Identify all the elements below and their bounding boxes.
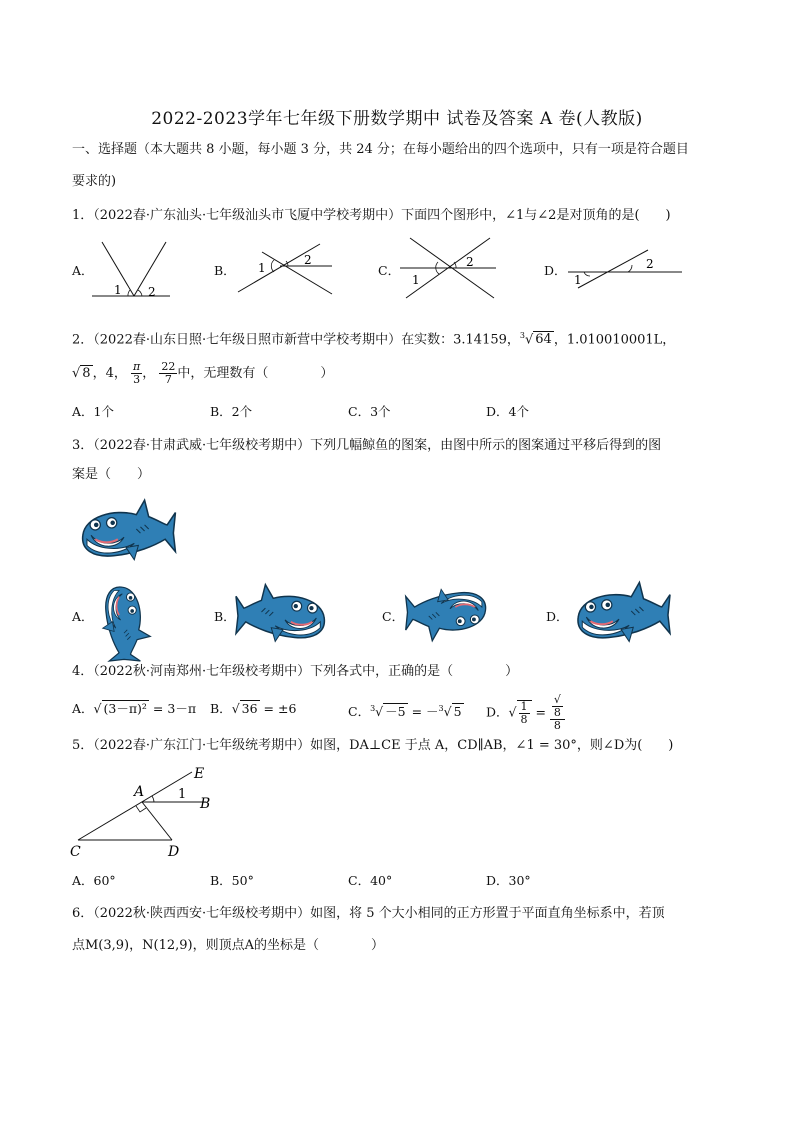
shark-option-d-image [568,576,670,648]
q4-c-rhs-radicand: 5 [453,704,462,720]
q4-b-radicand: 36 [241,701,258,716]
q3-option-c: C． [382,609,405,624]
q4-option-b: B．√ 36 = ±6 [210,701,297,716]
q1-c-angle1: 1 [412,273,420,287]
q4-d-frac [517,700,532,726]
q2-tail: 中，无理数有（ ） [177,366,334,381]
q1-c-angle2: 2 [466,255,474,269]
q5-label-c: C [70,844,81,860]
q2-option-c: C．3个 [348,404,391,419]
q1-figure-b [236,240,336,300]
q2-four: ，4， [92,366,127,381]
q4-option-a: A．√ (3－π)² = 3－π [72,701,197,716]
q1-figure-c [398,236,498,302]
q2-stem-tail: ，1.010010001L， [553,332,676,348]
q4-a-rhs: = 3－π [152,701,197,716]
q3-option-a: A． [72,609,94,624]
q4-d-rhs-den: 8 [553,719,561,732]
q5-stem: 5．（2022春·广东江门·七年级统考期中）如图，DA⊥CE 于点 A，CD∥AB，∠1 = 30°，则∠D为( ) [72,738,674,753]
q5-option-a: A．60° [72,873,116,888]
q3-stem: 3．（2022春·甘肃武威·七年级校考期中）下列几幅鲸鱼的图案，由图中所示的图案通过平移后得到的图 [72,438,662,453]
q4-option-c: C．$^3$√ －5 = －$^3$√ 5 [348,704,462,720]
q2-option-d: D．4个 [486,404,529,419]
q2-pi: π [133,360,141,373]
shark-reference-image [72,494,176,566]
q1-d-angle1: 1 [574,273,582,287]
q1-b-angle2: 2 [304,253,312,267]
q4-b-rhs: = ±6 [263,701,297,716]
q5-option-b: B．50° [210,873,254,888]
q5-label-d: D [168,844,180,860]
q4-stem: 4．（2022秋·河南郑州·七年级校考期中）下列各式中，正确的是（ ） [72,664,519,679]
shark-option-c-image [404,584,496,646]
q4-b-label: B． [210,701,232,716]
q2-option-a: A．1个 [72,404,114,419]
q4-d-rhs-num: 8 [553,706,561,719]
q4-d-label: D． [486,704,509,720]
page-title: 2022-2023学年七年级下册数学期中 试卷及答案 A 卷(人教版) [151,109,643,129]
q2-option-b: B．2个 [210,404,253,419]
q2-den7: 7 [164,373,172,386]
q2-sqrt8: 8 [82,366,91,381]
q1-option-b: B． [214,263,236,278]
shark-option-b-image [236,578,334,648]
shark-option-a-image [92,574,174,666]
q1-b-angle1: 1 [258,261,266,275]
q4-d-den: 8 [520,713,528,726]
q4-c-label: C． [348,704,371,720]
q2-root-index: 3 [519,331,525,340]
q6-stem: 6．（2022秋·陕西西安·七年级校考期中）如图，将 5 个大小相同的正方形置于平面直角坐标系中，若顶 [72,906,665,921]
q1-stem: 1．（2022春·广东汕头·七年级汕头市飞厦中学校考期中）下面四个图形中，∠1与∠2是对顶角的是( ) [72,208,671,223]
q5-option-d: D．30° [486,873,531,888]
q5-label-e: E [194,766,205,782]
q5-label-a: A [134,784,145,800]
q1-figure-a [92,240,172,302]
q3-option-d: D． [546,609,569,624]
q4-c-rhs: = － [411,704,439,720]
q1-option-d: D． [544,263,567,278]
q2-three: 3 [133,373,141,386]
q4-a-label: A． [72,701,94,716]
q2-cube-root-64: 64 [535,332,552,348]
q4-c-radicand: －5 [385,704,406,720]
q4-d-num: 1 [520,700,528,713]
q2-22-over-7 [159,361,177,386]
q3-stem-cont: 案是（ ） [72,467,151,482]
q1-option-c: C． [378,263,401,278]
q3-option-b: B． [214,609,236,624]
q2-pi-over-3 [131,361,142,386]
q2-stem-cont: √ 8 ，4， $\frac{\pi}{3}$ ， $\frac{22}{7}$ 中，无理数有（ ） [72,360,334,386]
q1-a-angle2: 2 [148,285,156,299]
q5-label-1: 1 [178,787,187,802]
q4-a-radicand: (3－π)² [103,701,147,716]
q4-option-d: D．√ $\frac{1}{8}$ = √ 8 8 [486,694,565,732]
q4-d-rhs: √ 8 8 [550,694,565,732]
q5-geometry-figure [70,762,220,862]
q1-option-a: A． [72,263,94,278]
section-heading-cont: 要求的) [72,174,117,189]
q2-num22: 22 [161,360,176,373]
q5-option-c: C．40° [348,873,393,888]
q1-figure-d [566,246,686,290]
section-heading: 一、选择题（本大题共 8 小题，每小题 3 分，共 24 分；在每小题给出的四个选项中，只有一项是符合题目 [72,142,689,157]
q5-label-b: B [200,796,211,812]
q1-a-angle1: 1 [114,283,122,297]
q2-stem: 2．（2022春·山东日照·七年级日照市新营中学校考期中）在实数：3.14159，$^3$√ 64 ，1.010010001L， [72,331,676,348]
q2-stem-text: 2．（2022春·山东日照·七年级日照市新营中学校考期中）在实数：3.14159， [72,332,520,348]
q1-d-angle2: 2 [646,257,654,271]
q6-stem-cont: 点M(3,9)，N(12,9)，则顶点A的坐标是（ ） [72,938,384,953]
